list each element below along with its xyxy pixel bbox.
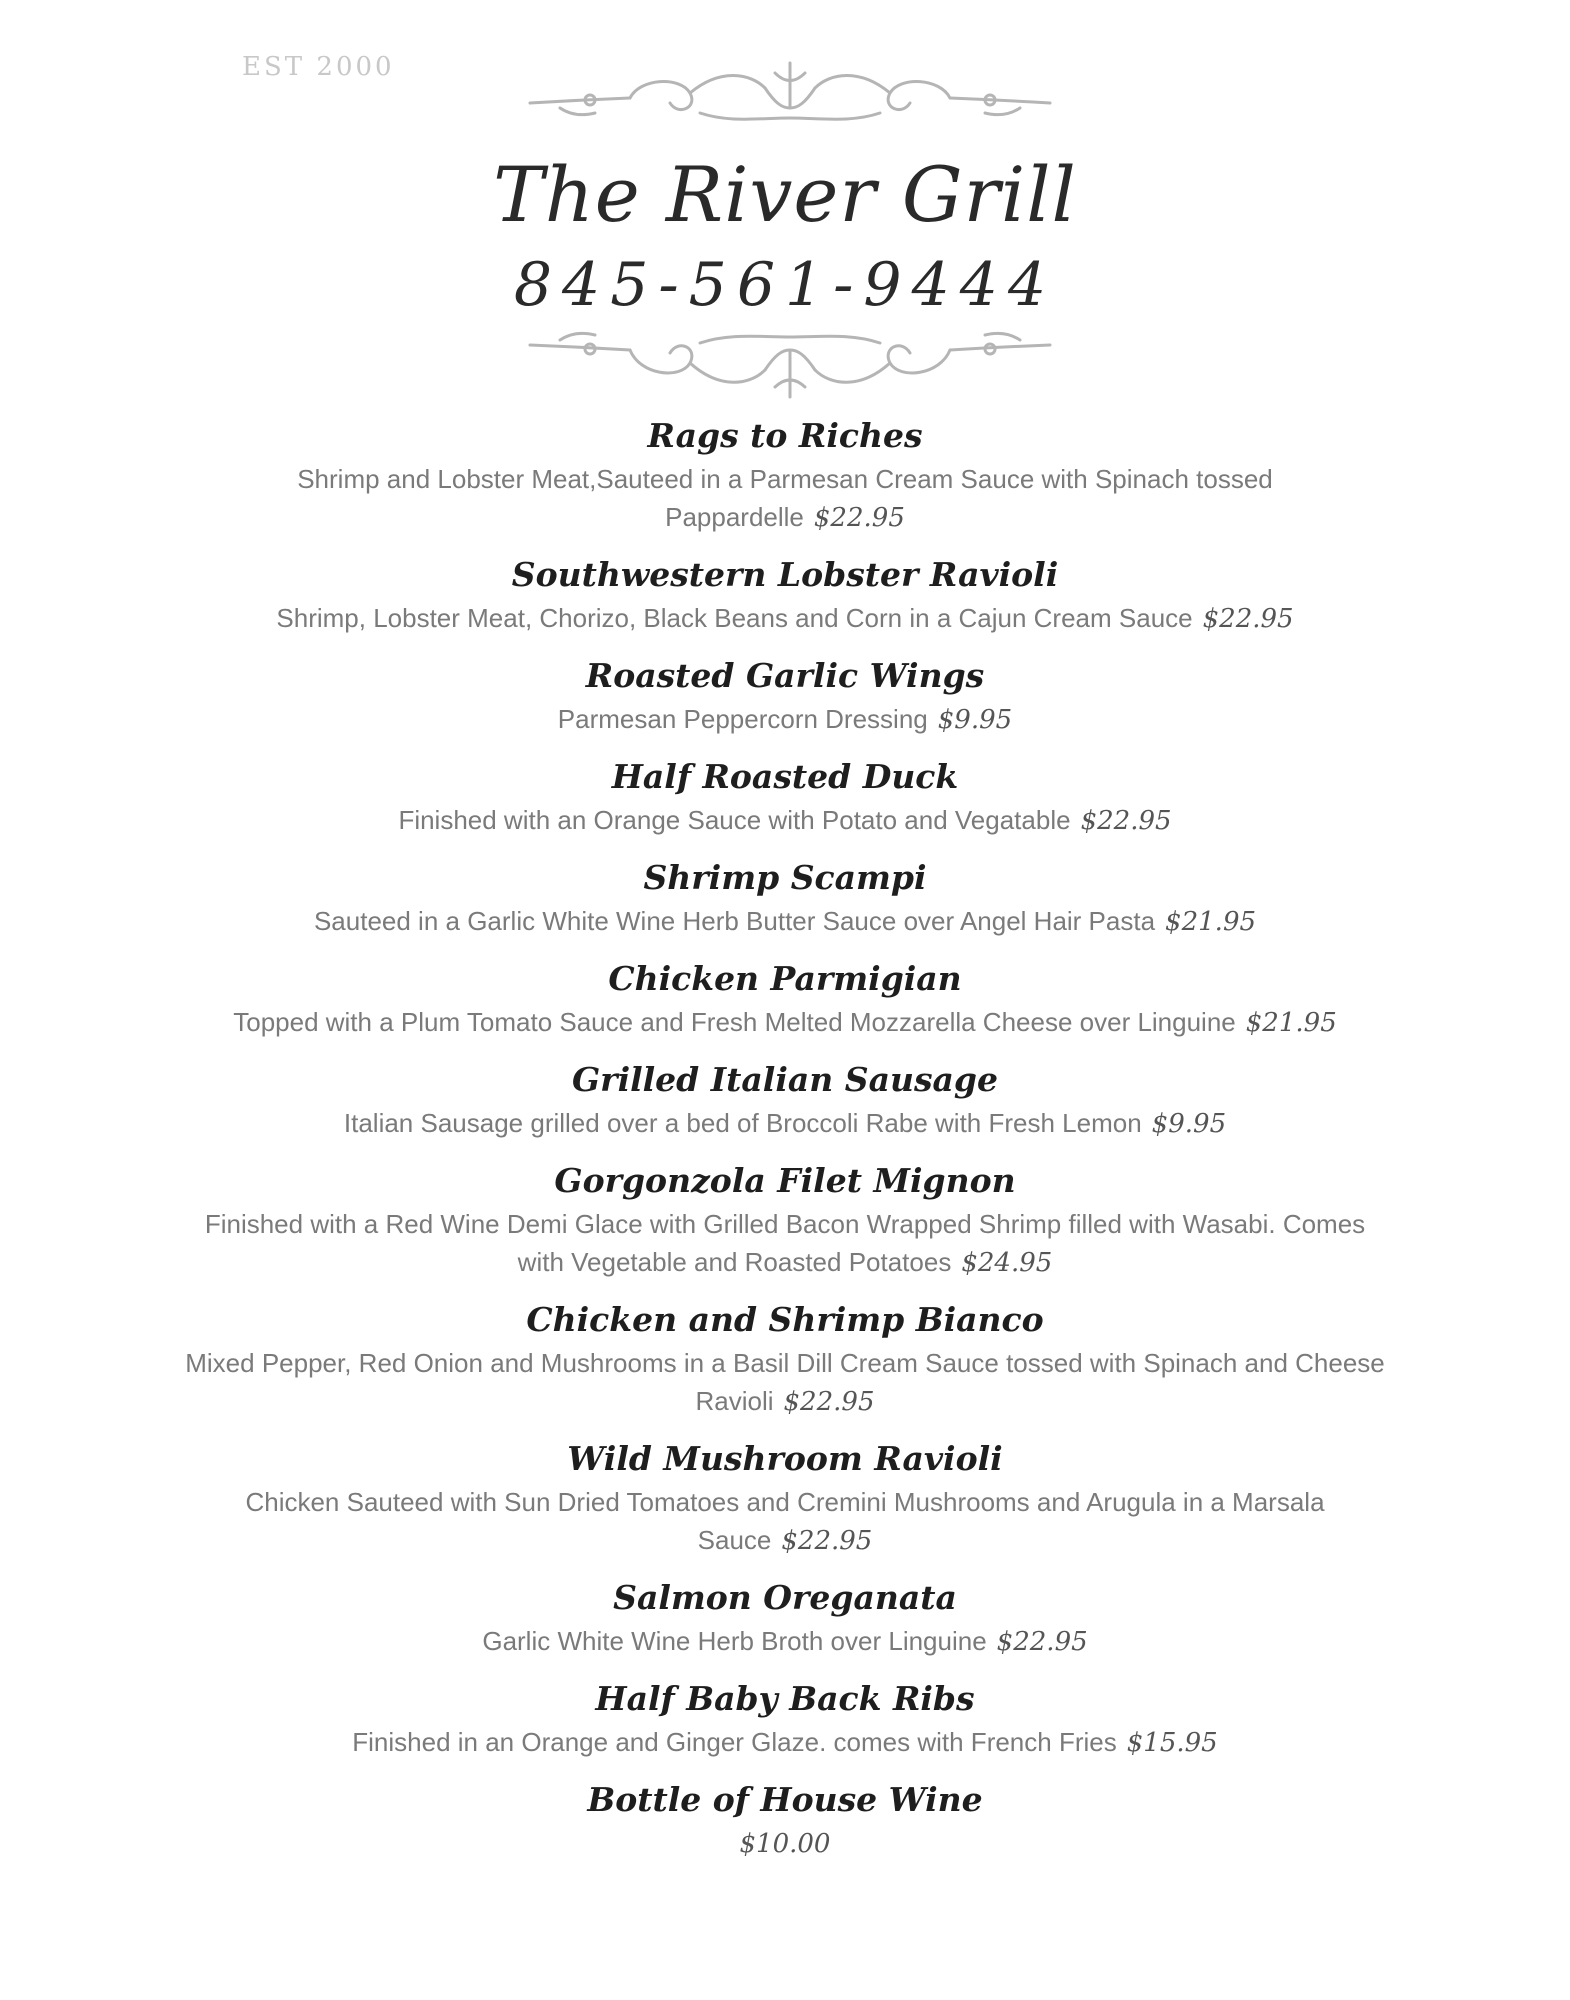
menu-item-price: $22.95 [1202,604,1294,634]
menu-item [170,955,1400,1042]
menu-item-description: Mixed Pepper, Red Onion and Mushrooms in a Basil Dill Cream Sauce tossed with Spinach and Cheese Ravioli [185,1348,1385,1416]
menu-item-description-line [170,1723,1400,1762]
menu-item-price: $22.95 [781,1526,873,1556]
menu-item [170,1435,1400,1560]
menu-item-description: Chicken Sauteed with Sun Dried Tomatoes and Cremini Mushrooms and Arugula in a Marsala Sauce [245,1487,1325,1555]
menu-item-price: $21.95 [1245,1008,1337,1038]
menu-item-description-line [170,801,1400,840]
menu-item [170,551,1400,638]
menu-item-name: Half Roasted Duck [611,757,959,796]
menu-item-description-line [170,1483,1400,1560]
menu-item-price: $22.95 [783,1387,875,1417]
menu-item-description: Garlic White Wine Herb Broth over Linguine [482,1626,987,1656]
menu-item-price: $22.95 [1080,806,1172,836]
menu-item [170,1296,1400,1421]
menu-item [170,1776,1400,1863]
menu-item [170,854,1400,941]
menu-item-description-line [170,460,1400,537]
menu-item-price: $21.95 [1165,907,1257,937]
menu-item [170,412,1400,537]
restaurant-name: The River Grill [493,150,1077,239]
menu-item-price: $9.95 [1151,1109,1227,1139]
top-flourish-ornament [520,58,1060,138]
menu-item-description: Topped with a Plum Tomato Sauce and Fresh Melted Mozzarella Cheese over Linguine [233,1007,1236,1037]
menu-item-description-line [170,1104,1400,1143]
menu-item-price: $24.95 [961,1248,1053,1278]
menu-item [170,753,1400,840]
menu-item-description-line [170,599,1400,638]
menu-item-description-line [170,902,1400,941]
menu-item-price: $22.95 [813,503,905,533]
menu-item-description-line [170,1824,1400,1863]
menu-item-description-line [170,700,1400,739]
menu-item-description: Italian Sausage grilled over a bed of Broccoli Rabe with Fresh Lemon [343,1108,1142,1138]
menu-list [170,412,1400,1877]
menu-item [170,1056,1400,1143]
menu-item-price: $9.95 [937,705,1013,735]
menu-item-name: Bottle of House Wine [587,1780,983,1819]
menu-item [170,652,1400,739]
menu-item-name: Shrimp Scampi [643,858,927,897]
menu-item-description-line [170,1622,1400,1661]
menu-item-name: Rags to Riches [647,416,923,455]
menu-item-name: Roasted Garlic Wings [585,656,985,695]
menu-item-description: Finished with an Orange Sauce with Potato and Vegatable [398,805,1071,835]
menu-item-name: Gorgonzola Filet Mignon [554,1161,1016,1200]
menu-item-price: $10.00 [739,1829,831,1859]
menu-item-name: Chicken and Shrimp Bianco [526,1300,1044,1339]
menu-item-description: Sauteed in a Garlic White Wine Herb Butter Sauce over Angel Hair Pasta [313,906,1156,936]
established-label: EST 2000 [242,52,395,82]
menu-item-name: Half Baby Back Ribs [595,1679,975,1718]
menu-item [170,1675,1400,1762]
menu-item-description: Shrimp and Lobster Meat,Sauteed in a Parmesan Cream Sauce with Spinach tossed Pappardelle [297,464,1273,532]
menu-item-name: Wild Mushroom Ravioli [567,1439,1003,1478]
menu-item-description: Shrimp, Lobster Meat, Chorizo, Black Beans and Corn in a Cajun Cream Sauce [276,603,1193,633]
menu-item-price: $15.95 [1126,1728,1218,1758]
menu-item-price: $22.95 [996,1627,1088,1657]
menu-item-description: Finished in an Orange and Ginger Glaze. comes with French Fries [352,1727,1117,1757]
menu-item [170,1157,1400,1282]
menu-item-description: Parmesan Peppercorn Dressing [557,704,928,734]
menu-item-description-line [170,1205,1400,1282]
menu-item [170,1574,1400,1661]
menu-item-name: Southwestern Lobster Ravioli [511,555,1059,594]
menu-item-description-line [170,1003,1400,1042]
menu-item-name: Salmon Oreganata [613,1578,957,1617]
menu-item-description: Finished with a Red Wine Demi Glace with Grilled Bacon Wrapped Shrimp filled with Wasabi. Comes with Vegetable and Roasted Potatoes [204,1209,1366,1277]
phone-number: 845-561-9444 [513,250,1057,320]
menu-item-name: Grilled Italian Sausage [572,1060,998,1099]
menu-item-name: Chicken Parmigian [608,959,962,998]
menu-item-description-line [170,1344,1400,1421]
bottom-flourish-ornament [520,325,1060,405]
